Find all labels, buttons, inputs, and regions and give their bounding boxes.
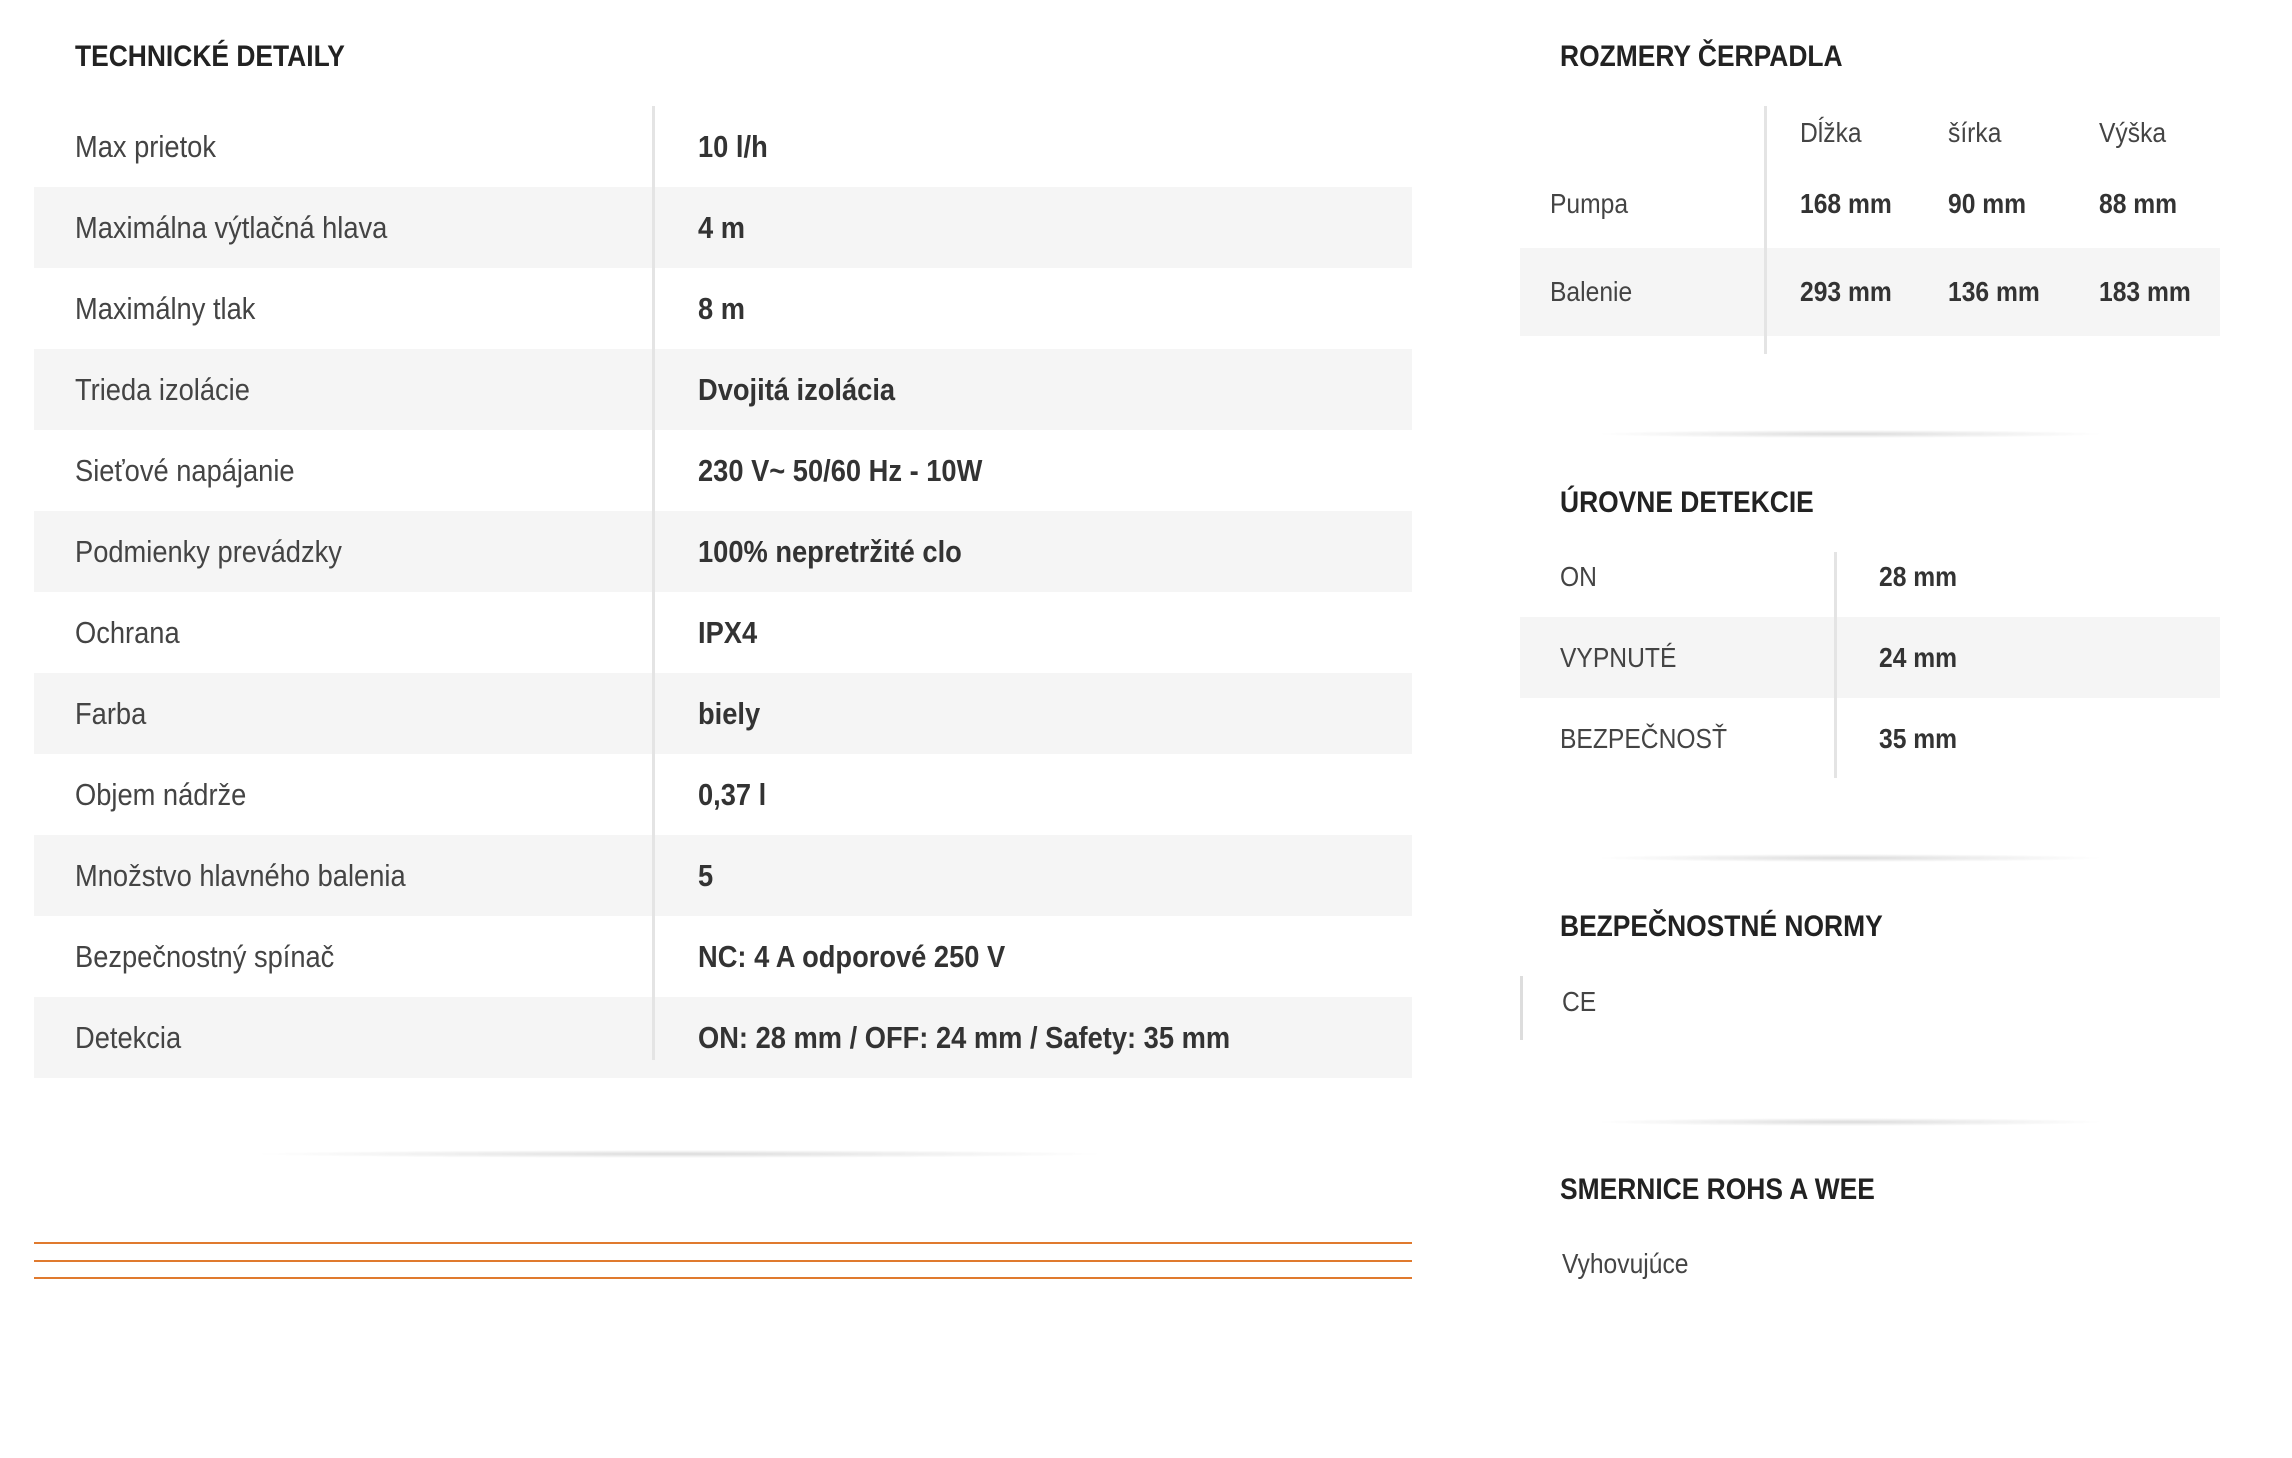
spec-label: Podmienky prevádzky: [75, 534, 342, 569]
section-separator: [1600, 854, 2100, 862]
table-row: [34, 916, 1412, 997]
safety-norms-title: BEZPEČNOSTNÉ NORMY: [1560, 910, 1883, 943]
table-row: [1520, 698, 2220, 779]
spec-value: 230 V~ 50/60 Hz - 10W: [698, 453, 983, 488]
accent-line: [34, 1277, 1412, 1279]
column-divider: [1834, 552, 1837, 778]
column-header: Dĺžka: [1800, 117, 1862, 148]
spec-label: Maximálny tlak: [75, 291, 256, 326]
detection-value: 35 mm: [1879, 723, 1958, 754]
spec-label: Farba: [75, 696, 147, 731]
spec-label: Trieda izolácie: [75, 372, 250, 407]
detection-label: BEZPEČNOSŤ: [1560, 723, 1728, 754]
spec-value: 100% nepretržité clo: [698, 534, 962, 569]
technical-details-title: TECHNICKÉ DETAILY: [75, 40, 345, 73]
technical-details-table: [34, 106, 1412, 1078]
pump-dimensions-title: ROZMERY ČERPADLA: [1560, 40, 1843, 73]
table-row: [34, 349, 1412, 430]
safety-norm-value: CE: [1562, 986, 1597, 1017]
rohs-weee-value: Vyhovujúce: [1562, 1248, 1689, 1279]
table-row: [1520, 248, 2220, 336]
column-divider: [652, 106, 655, 1060]
table-row: [34, 592, 1412, 673]
spec-label: Ochrana: [75, 615, 180, 650]
spec-label: Bezpečnostný spínač: [75, 939, 335, 974]
column-divider: [1764, 106, 1767, 354]
detection-levels-table: [1520, 536, 2220, 779]
table-row: [1520, 536, 2220, 617]
spec-label: Sieťové napájanie: [75, 453, 295, 488]
rohs-weee-title: SMERNICE ROHS A WEE: [1560, 1173, 1875, 1206]
section-separator: [260, 1150, 1100, 1158]
table-header-row: [1520, 106, 2220, 160]
section-separator: [1600, 1118, 2100, 1126]
spec-label: Detekcia: [75, 1020, 182, 1055]
table-row: [34, 997, 1412, 1078]
spec-value: NC: 4 A odporové 250 V: [698, 939, 1006, 974]
pump-dimensions-table: [1520, 106, 2220, 336]
accent-line: [34, 1260, 1412, 1262]
spec-label: Objem nádrže: [75, 777, 247, 812]
cell-value: 168 mm: [1800, 188, 1892, 219]
detection-label: ON: [1560, 561, 1597, 592]
table-row: [34, 106, 1412, 187]
spec-value: IPX4: [698, 615, 758, 650]
section-separator: [1600, 430, 2100, 438]
row-label: Balenie: [1550, 276, 1633, 307]
cell-value: 183 mm: [2099, 276, 2191, 307]
table-row: [34, 511, 1412, 592]
column-header: šírka: [1948, 117, 2002, 148]
spec-label: Max prietok: [75, 129, 217, 164]
table-row: [34, 430, 1412, 511]
cell-value: 136 mm: [1948, 276, 2040, 307]
spec-value: 4 m: [698, 210, 746, 245]
cell-value: 90 mm: [1948, 188, 2027, 219]
detection-value: 28 mm: [1879, 561, 1958, 592]
quote-bar: [1520, 976, 1523, 1040]
accent-line: [34, 1242, 1412, 1244]
spec-value: 10 l/h: [698, 129, 768, 164]
spec-value: ON: 28 mm / OFF: 24 mm / Safety: 35 mm: [698, 1020, 1231, 1055]
spec-label: Maximálna výtlačná hlava: [75, 210, 388, 245]
table-row: [34, 835, 1412, 916]
table-row: [1520, 160, 2220, 248]
spec-value: 0,37 l: [698, 777, 767, 812]
spec-value: 8 m: [698, 291, 746, 326]
detection-value: 24 mm: [1879, 642, 1958, 673]
spec-value: 5: [698, 858, 714, 893]
cell-value: 88 mm: [2099, 188, 2178, 219]
column-header: Výška: [2099, 117, 2167, 148]
detection-label: VYPNUTÉ: [1560, 642, 1677, 673]
spec-label: Množstvo hlavného balenia: [75, 858, 406, 893]
cell-value: 293 mm: [1800, 276, 1892, 307]
spec-value: biely: [698, 696, 761, 731]
table-row: [34, 673, 1412, 754]
table-row: [1520, 617, 2220, 698]
table-row: [34, 754, 1412, 835]
table-row: [34, 187, 1412, 268]
detection-levels-title: ÚROVNE DETEKCIE: [1560, 486, 1814, 519]
table-row: [34, 268, 1412, 349]
row-label: Pumpa: [1550, 188, 1629, 219]
spec-value: Dvojitá izolácia: [698, 372, 896, 407]
